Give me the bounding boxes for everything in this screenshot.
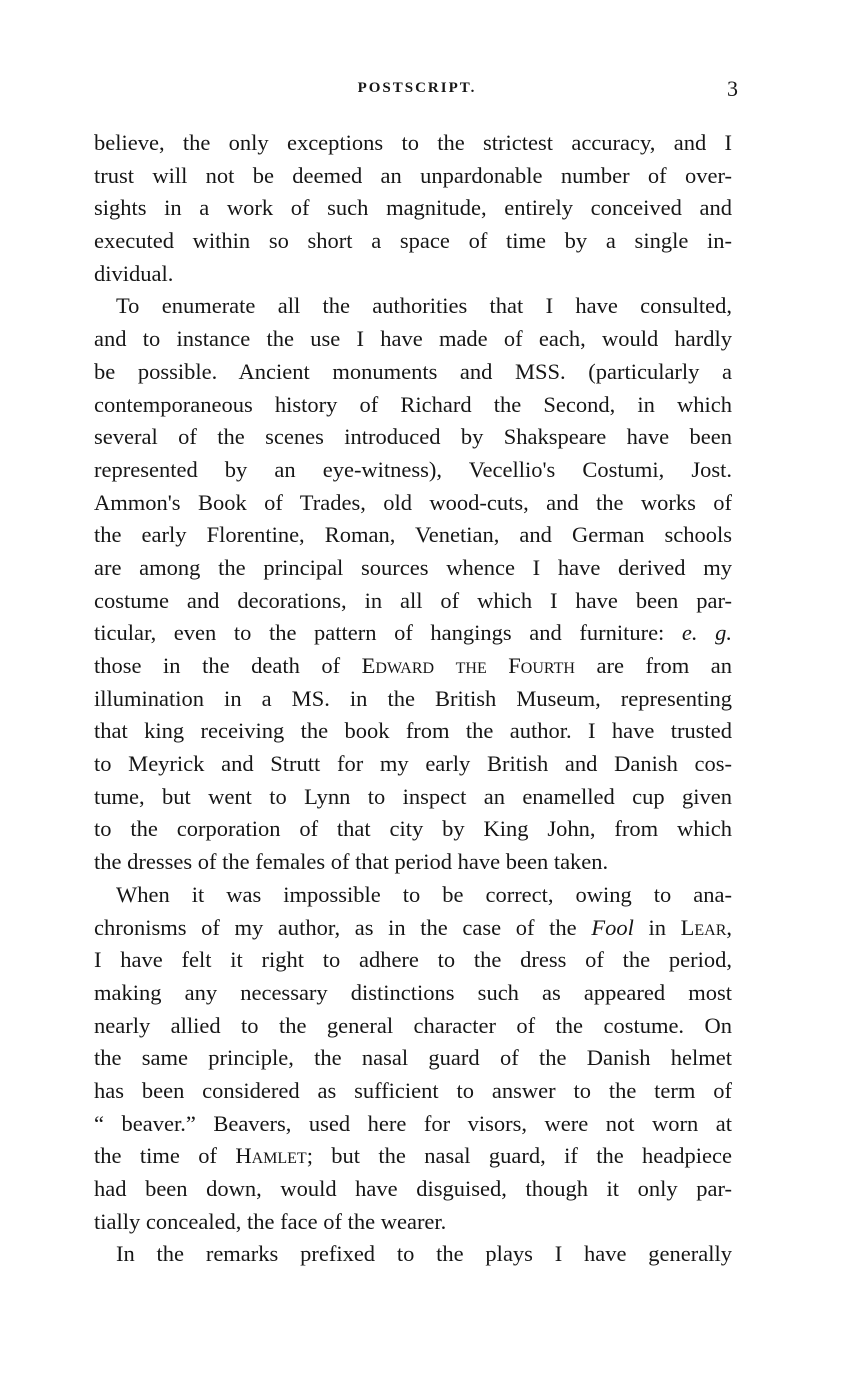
- text-segment: the time of: [94, 1143, 217, 1169]
- text-line: to Meyrick and Strutt for my early British and Danish cos-: [94, 751, 732, 777]
- text-line: [94, 617, 732, 650]
- text-segment: ; but the nasal guard, if the headpiece: [306, 1143, 732, 1169]
- text-line: trust will not be deemed an unpardonable number of over-: [94, 162, 732, 188]
- text-line: and to instance the use I have made of each, would hardly: [94, 326, 732, 352]
- text-line: the same principle, the nasal guard of the Danish helmet: [94, 1045, 732, 1071]
- running-title: POSTSCRIPT.: [357, 80, 477, 96]
- body-text: [94, 127, 732, 1271]
- text-line: tume, but went to Lynn to inspect an enamelled cup given: [94, 783, 732, 809]
- text-line: In the remarks prefixed to the plays I have generally: [116, 1241, 732, 1267]
- text-line: When it was impossible to be correct, owing to ana-: [116, 881, 732, 907]
- text-line: the early Florentine, Roman, Venetian, and German schools: [94, 522, 732, 548]
- text-segment: those in the death of: [94, 653, 341, 678]
- text-line: I have felt it right to adhere to the dress of the period,: [94, 947, 732, 973]
- text-line: making any necessary distinctions such as appeared most: [94, 979, 732, 1005]
- text-line: that king receiving the book from the author. I have trusted: [94, 718, 732, 744]
- text-line: represented by an eye-witness), Vecellio's Costumi, Jost.: [94, 456, 732, 482]
- text-line: believe, the only exceptions to the strictest accuracy, and I: [94, 130, 732, 155]
- running-head: [92, 76, 742, 106]
- text-line: executed within so short a space of time by a single in-: [94, 228, 732, 254]
- text-line: to the corporation of that city by King John, from which: [94, 816, 732, 842]
- italic-abbreviation: e. g.: [681, 620, 732, 646]
- text-segment: are from an: [596, 653, 733, 678]
- text-line: costume and decorations, in all of which I have been par-: [94, 587, 732, 613]
- text-line: several of the scenes introduced by Shakspeare have been: [94, 424, 732, 450]
- text-line: To enumerate all the authorities that I have consulted,: [116, 293, 732, 319]
- page-number: 3: [727, 76, 738, 101]
- text-segment: in: [648, 914, 666, 940]
- text-segment: ticular, even to the pattern of hangings and furniture:: [94, 620, 665, 646]
- text-line: are among the principal sources whence I have derived my: [94, 554, 732, 580]
- text-line: nearly allied to the general character of the costume. On: [94, 1012, 732, 1038]
- text-line: sights in a work of such magnitude, entirely conceived and: [94, 195, 732, 221]
- text-line: “ beaver.” Beavers, used here for visors, were not worn at: [94, 1110, 732, 1136]
- text-line: had been down, would have disguised, though it only par-: [94, 1176, 732, 1201]
- text-line: [94, 650, 732, 683]
- text-segment: chronisms of my author, as in the case of the: [94, 914, 577, 940]
- text-line: dividual.: [94, 260, 174, 286]
- text-line: [94, 1140, 732, 1173]
- text-line: tially concealed, the face of the wearer.: [94, 1208, 447, 1234]
- text-line: has been considered as sufficient to answer to the term of: [94, 1077, 732, 1103]
- play-title-hamlet: Hamlet: [235, 1143, 307, 1169]
- text-line: be possible. Ancient monuments and MSS. (particularly a: [94, 358, 732, 384]
- text-line: Ammon's Book of Trades, old wood-cuts, and the works of: [94, 489, 732, 515]
- play-title-lear: Lear,: [680, 914, 733, 940]
- italic-word-fool: Fool: [591, 914, 634, 940]
- text-line: contemporaneous history of Richard the Second, in which: [94, 391, 732, 417]
- text-line: illumination in a MS. in the British Museum, representing: [94, 685, 732, 711]
- text-line: [94, 912, 732, 945]
- play-title-edward: Edward the Fourth: [361, 653, 575, 678]
- text-line: the dresses of the females of that period have been taken.: [94, 849, 609, 875]
